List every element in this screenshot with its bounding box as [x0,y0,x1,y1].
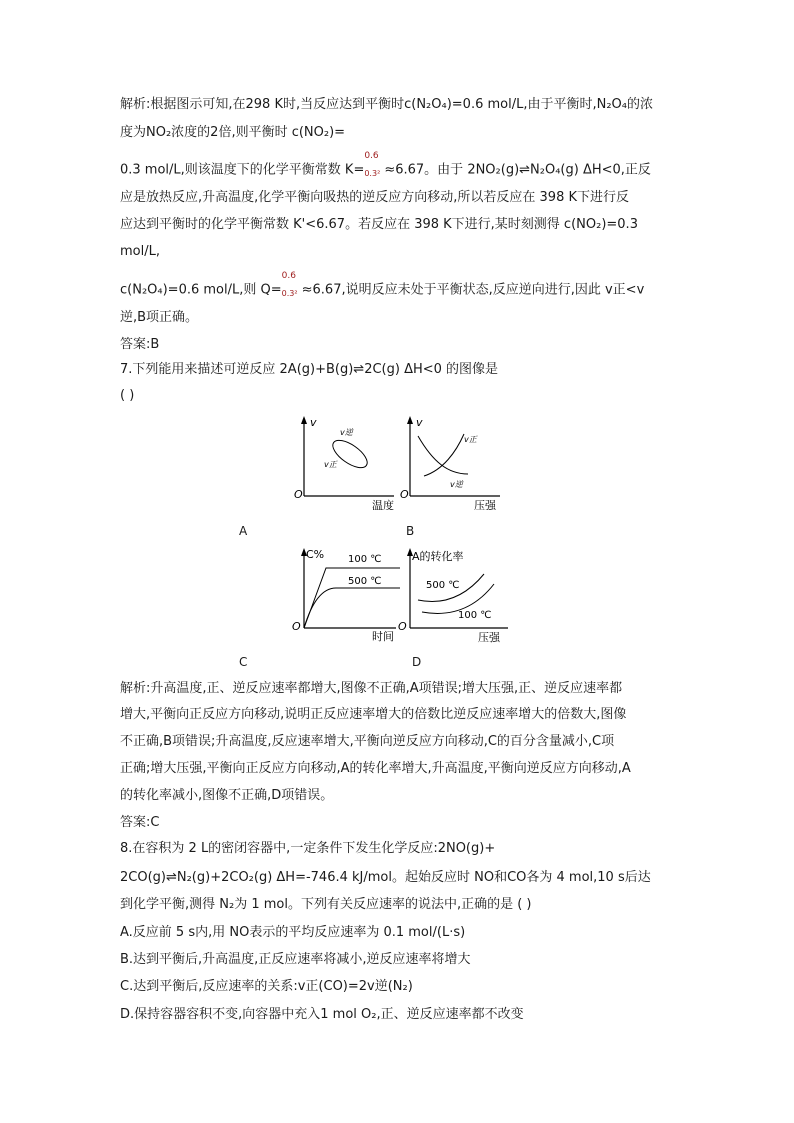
graph-a-xaxis: 温度 [372,499,394,510]
graph-c [282,544,404,642]
graph-a-curve1-label: v逆 [340,428,353,437]
graph-c-origin: O [292,620,301,633]
analysis1-line3 [120,151,651,180]
graph-b-curve2-label: v逆 [450,480,463,489]
q7-stem: 7.下列能用来描述可逆反应 2A(g)+B(g)⇌2C(g) ΔH<0 的图像是 [120,362,499,377]
q8-option-d: D.保持容器容积不变,向容器中充入1 mol O₂,正、逆反应速率都不改变 [120,1007,524,1022]
q8-option-b: B.达到平衡后,升高温度,正反应速率将减小,逆反应速率将增大 [120,952,471,967]
graph-a-origin: O [294,488,303,501]
reaction-quotient-fraction [281,271,302,299]
analysis1-line3-a: 0.3 mol/L,则该温度下的化学平衡常数 K= [120,162,365,178]
answer-b: 答案:B [120,337,160,352]
graph-d-origin: O [398,620,407,633]
q8-option-c: C.达到平衡后,反应速率的关系:v正(CO)=2v逆(N₂) [120,979,413,994]
answer-c: 答案:C [120,815,160,830]
graph-a-yaxis: v [310,416,317,429]
analysis2-line4: 正确;增大压强,平衡向正反应方向移动,A的转化率增大,升高温度,平衡向逆反应方向移动,A [120,761,631,776]
fraction-numerator: 0.6 [364,151,379,161]
graph-b-curve1-label: v正 [464,435,477,444]
analysis1-line2: 度为NO₂浓度的2倍,则平衡时 c(NO₂)= [120,125,346,140]
graph-b-yaxis: v [416,416,423,429]
graph-b-origin: O [400,488,409,501]
analysis2-line5: 的转化率减小,图像不正确,D项错误。 [120,788,334,803]
fraction-denominator: 0.3² [364,169,381,178]
q8-option-a: A.反应前 5 s内,用 NO表示的平均反应速率为 0.1 mol/(L·s) [120,925,466,940]
fraction2-denominator: 0.3² [281,289,298,298]
analysis2-line2: 增大,平衡向正反应方向移动,说明正反应速率增大的倍数比逆反应速率增大的倍数大,图像 [120,707,627,722]
analysis1-line1: 解析:根据图示可知,在298 K时,当反应达到平衡时c(N₂O₄)=0.6 mol/L,由于平衡时,N₂O₄的浓 [120,97,653,112]
graph-c-yaxis: C% [306,548,325,561]
graph-a [282,412,400,510]
q8-line2: 2CO(g)⇌N₂(g)+2CO₂(g) ΔH=-746.4 kJ/mol。起始反应时 NO和CO各为 4 mol,10 s后达 [120,870,651,885]
analysis1-line7 [120,271,645,300]
graph-c-xaxis: 时间 [372,630,394,642]
graph-b-xaxis: 压强 [474,499,496,510]
graph-c-curve2-label: 500 ℃ [348,576,382,587]
analysis2-line3: 不正确,B项错误;升高温度,反应速率增大,平衡向逆反应方向移动,C的百分含量减小,C项 [120,734,615,749]
analysis1-line7-b: ≈6.67,说明反应未处于平衡状态,反应逆向进行,因此 v正<v [301,282,645,298]
analysis1-line7-a: c(N₂O₄)=0.6 mol/L,则 Q= [120,282,282,298]
graph-d [396,544,516,644]
analysis1-line6: mol/L, [120,244,160,259]
analysis1-line8: 逆,B项正确。 [120,310,199,325]
graph-b-letter: B [406,524,415,538]
graph-d-curve1-label: 500 ℃ [426,580,460,591]
graph-d-curve2-label: 100 ℃ [458,610,492,621]
graph-c-curve1-label: 100 ℃ [348,554,382,565]
analysis2-line1: 解析:升高温度,正、逆反应速率都增大,图像不正确,A项错误;增大压强,正、逆反应速率都 [120,681,623,696]
analysis1-line3-b: ≈6.67。由于 2NO₂(g)⇌N₂O₄(g) ΔH<0,正反 [384,162,651,178]
graph-a-letter: A [239,524,248,538]
equilibrium-constant-fraction [364,151,384,179]
graph-a-curve2-label: v正 [324,460,337,469]
q8-line3: 到化学平衡,测得 N₂为 1 mol。下列有关反应速率的说法中,正确的是 ( ) [120,897,532,912]
fraction2-numerator: 0.6 [281,271,296,281]
graph-d-xaxis: 压强 [478,631,500,644]
analysis1-line4: 应是放热反应,升高温度,化学平衡向吸热的逆反应方向移动,所以若反应在 398 K下进行反 [120,190,630,205]
q7-paren: ( ) [120,388,135,403]
graph-c-letter: C [239,655,248,669]
graph-d-yaxis: A的转化率 [412,550,464,563]
graph-b [388,412,508,510]
q8-line1: 8.在容积为 2 L的密闭容器中,一定条件下发生化学反应:2NO(g)+ [120,841,496,856]
analysis1-line5: 应达到平衡时的化学平衡常数 K'<6.67。若反应在 398 K下进行,某时刻测得 c(NO₂)=0.3 [120,217,638,232]
graph-d-letter: D [412,655,422,669]
